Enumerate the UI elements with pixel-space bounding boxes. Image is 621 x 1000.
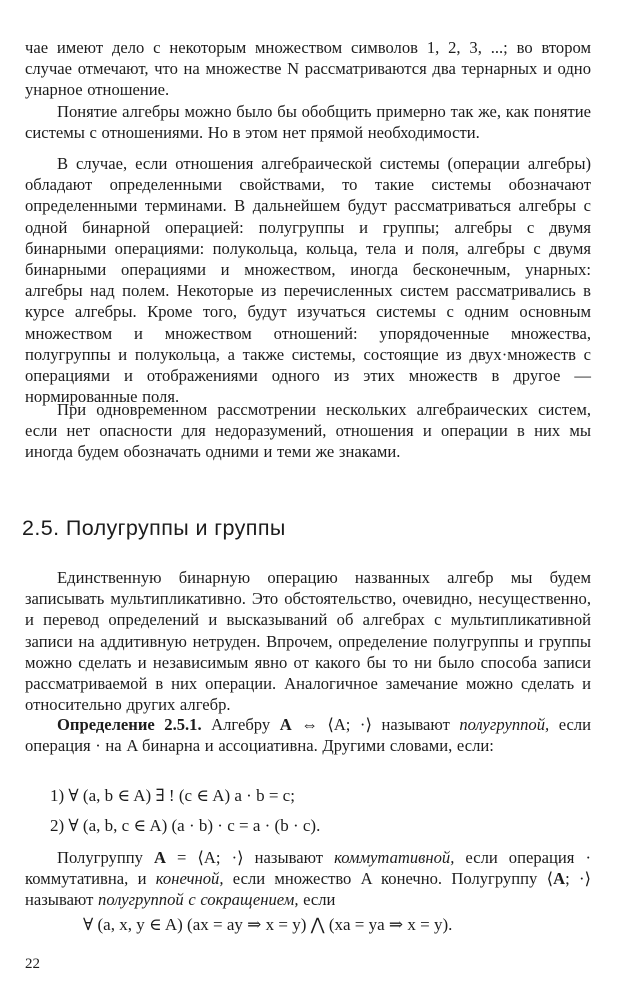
semigroup-text-2: = ⟨A; ·⟩ называют [165, 848, 335, 867]
semigroup-terms-paragraph [25, 847, 591, 911]
paragraph-notation: При одновременном рассмотрении нескольких алгебраических систем, если нет опасности для недоразумений, отношения и операции в них мы иногда будем обозначать одними и теми же знаками. [25, 400, 591, 462]
term-cancellation: полугруппой с сокращением, [98, 890, 299, 910]
semigroup-text-4: если множество A конечно. Полугруппу ⟨ [223, 869, 554, 889]
formula-cancellation: ∀ (a, x, y ∈ A) (ax = ay ⇒ x = y) ⋀ (xa = ya ⇒ x = y). [83, 915, 453, 934]
paragraph-special-properties: В случае, если отношения алгебраической системы (операции алгебры) обладают определенными свойствами, то такие системы обозначают определенными терминами. В дальнейшем будут рассматриваться алгебры с одной бинарной операцией: полугруппы и группы; алгебры с двумя бинарными операциями: полукольца, кольца, тела и поля, алгебры с двумя бинарными операциями и множеством, иногда бесконечным, унарных: алгебры над полем. Некоторые из перечисленных систем рассматривались в курсе алгебры. Кроме того, будут изучаться системы с одним основным множеством и множеством отношений: упорядоченные множества, полугруппы и полукольца, а также системы, состоящие из двух·множеств с операциями и отображениями одного из этих множеств в другое — нормированные поля. [25, 154, 591, 407]
formula-closure: 1) ∀ (a, b ∈ A) ∃ ! (c ∈ A) a · b = c; [50, 786, 295, 805]
formula-associativity: 2) ∀ (a, b, c ∈ A) (a · b) · c = a · (b · c). [50, 816, 321, 835]
definition-text-3: если операция · на A бинарна и ассоциативна. Другими словами, если: [25, 715, 591, 756]
term-commutative: коммутативной, [334, 848, 455, 867]
section-heading: 2.5. Полугруппы и группы [22, 516, 286, 540]
semigroup-bold-a-2: A [553, 869, 566, 889]
definition-text-2: ⇔ ⟨A; ·⟩ называют [291, 715, 460, 734]
definition-paragraph [25, 714, 591, 756]
paragraph-multiplicative: Единственную бинарную операцию названных алгебр мы будем записывать мультипликативно. Это обстоятельство, очевидно, несущественно, и перевод определений и высказываний об алгебрах с мультипликативной записи на аддитивную нетруден. Впрочем, определение полугруппы и группы можно сделать и независимым явно от какого бы то ни было способа записи рассматриваемой в них операции. Аналогичное замечание можно сделать и относительно других алгебр. [25, 568, 591, 715]
term-finite: конечной, [155, 869, 224, 889]
semigroup-text-1: Полугруппу [57, 848, 154, 867]
definition-term: полугруппой, [459, 715, 550, 734]
semigroup-text-6: если [298, 890, 336, 910]
definition-label: Определение 2.5.1. [57, 715, 202, 734]
definition-bold-a: A [279, 715, 292, 734]
semigroup-text-3: если операция · коммутативна, и [25, 848, 591, 889]
definition-text-1: Алгебру [201, 715, 280, 734]
semigroup-bold-a: A [153, 848, 166, 867]
semigroup-text-5: ; ·⟩ называют [25, 869, 591, 910]
page-number: 22 [25, 956, 40, 972]
paragraph-generalize: Понятие алгебры можно было бы обобщить примерно так же, как понятие системы с отношениями. Но в этом нет прямой необходимости. [25, 102, 591, 143]
paragraph-continued: чае имеют дело с некоторым множеством символов 1, 2, 3, ...; во втором случае отмечают, что на множестве N рассматриваются два тернарных и одно унарное отношение. [25, 38, 591, 100]
